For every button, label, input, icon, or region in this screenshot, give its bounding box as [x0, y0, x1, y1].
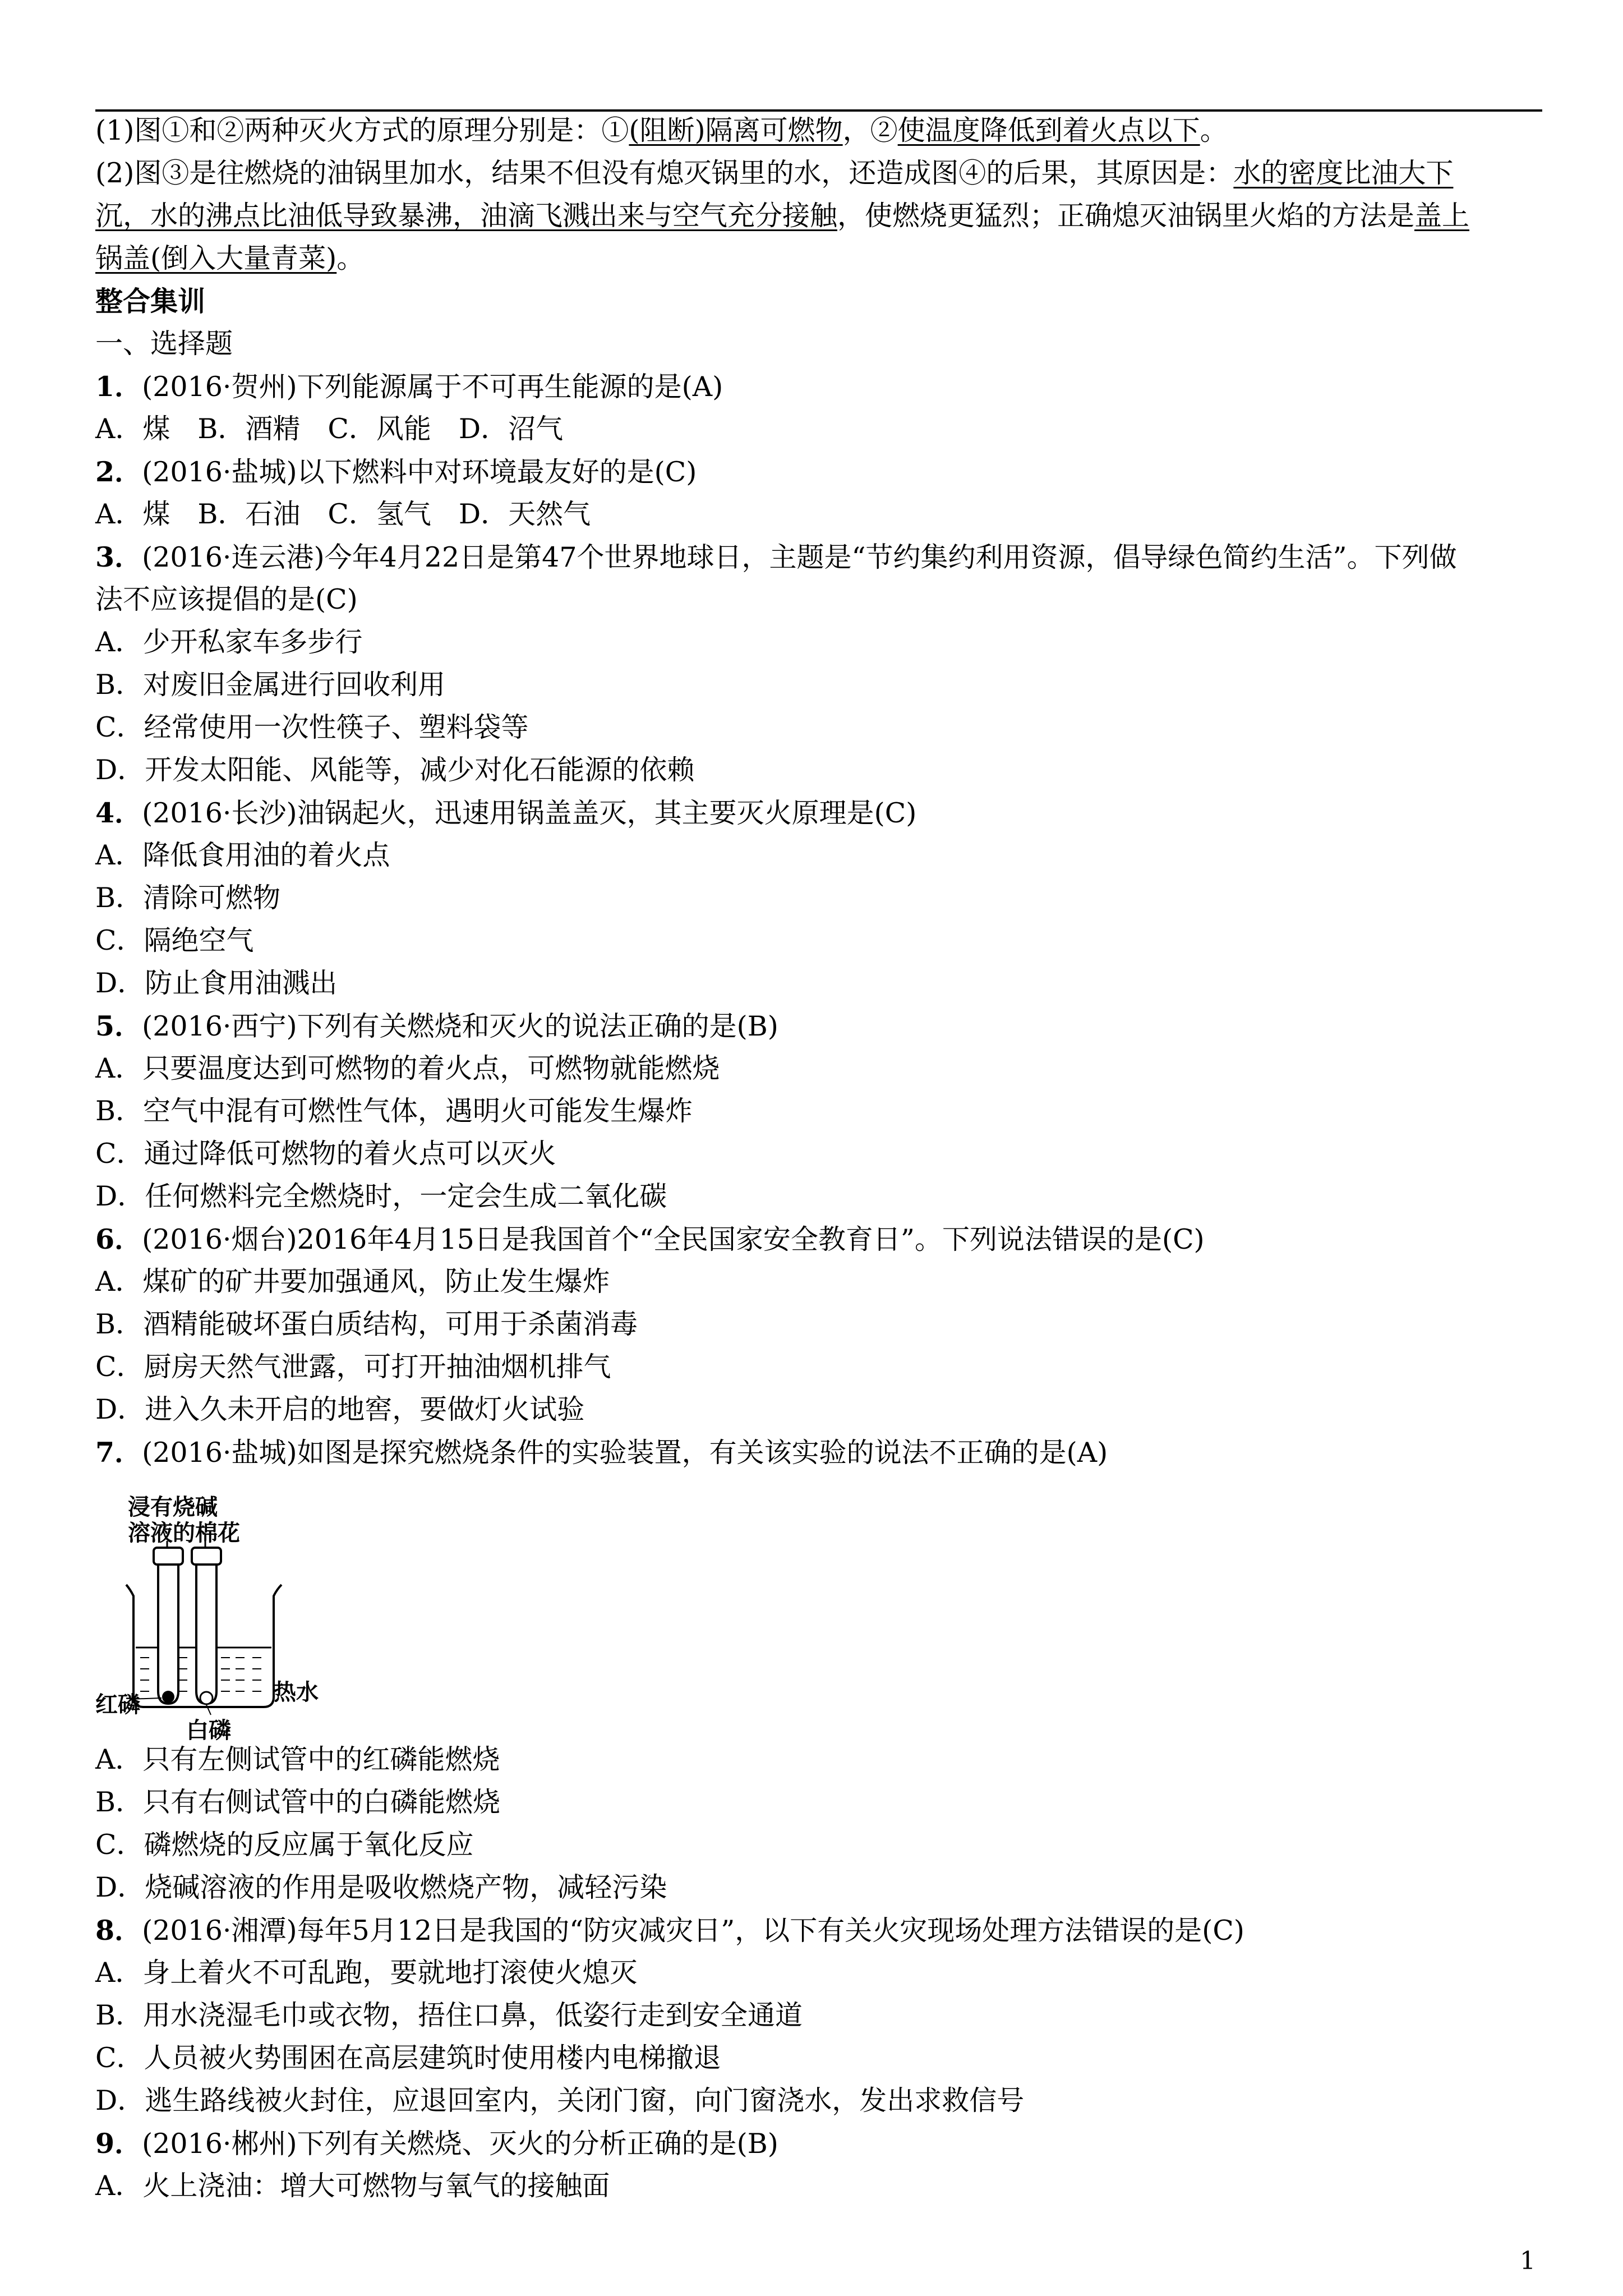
- answer-underline: 盖上: [1414, 200, 1470, 232]
- top-rule: [95, 109, 1542, 112]
- question-8-option: D．逃生路线被火封住，应退回室内，关闭门窗，向门窗浇水，发出求救信号: [95, 2085, 1025, 2116]
- question-7-stem: 7．(2016·盐城)如图是探究燃烧条件的实验装置，有关该实验的说法不正确的是(A): [95, 1436, 1108, 1469]
- figure-label-cotton-2: 溶液的棉花: [128, 1520, 240, 1546]
- question-3-stem-cont: 法不应该提倡的是(C): [95, 583, 358, 615]
- answer-underline: 水的密度比油大下: [1233, 157, 1454, 189]
- question-8-option: C．人员被火势围困在高层建筑时使用楼内电梯撤退: [95, 2042, 721, 2074]
- question-6-option: D．进入久未开启的地窖，要做灯火试验: [95, 1393, 585, 1425]
- subsection-title: 一、选择题: [95, 328, 233, 360]
- question-3-option: B．对废旧金属进行回收利用: [95, 669, 446, 701]
- question-5-option: B．空气中混有可燃性气体，遇明火可能发生爆炸: [95, 1095, 693, 1127]
- answer-underline: 锅盖(倒入大量青菜): [95, 242, 337, 274]
- question-2-stem: 2．(2016·盐城)以下燃料中对环境最友好的是(C): [95, 455, 697, 488]
- question-1-stem: 1．(2016·贺州)下列能源属于不可再生能源的是(A): [95, 370, 723, 403]
- question-8-stem: 8．(2016·湘潭)每年5月12日是我国的“防灾减灾日”，以下有关火灾现场处理方法错误的是(C): [95, 1914, 1244, 1947]
- question-5-option: D．任何燃料完全燃烧时，一定会生成二氧化碳: [95, 1180, 667, 1212]
- question-3-stem: 3．(2016·连云港)今年4月22日是第47个世界地球日，主题是“节约集约利用资源，倡导绿色简约生活”。下列做: [95, 541, 1457, 573]
- question-6-option: B．酒精能破坏蛋白质结构，可用于杀菌消毒: [95, 1308, 638, 1340]
- figure-label-red-phosphorus: 红磷: [95, 1692, 140, 1718]
- intro-line-4: 锅盖(倒入大量青菜)。: [95, 242, 365, 274]
- question-7-option: A．只有左侧试管中的红磷能燃烧: [95, 1743, 500, 1775]
- question-8-option: B．用水浇湿毛巾或衣物，捂住口鼻，低姿行走到安全通道: [95, 1999, 803, 2031]
- question-4-option: D．防止食用油溅出: [95, 967, 338, 999]
- question-7-option: C．磷燃烧的反应属于氧化反应: [95, 1829, 474, 1861]
- question-4-option: C．隔绝空气: [95, 924, 254, 956]
- question-9-stem: 9．(2016·郴州)下列有关燃烧、灭火的分析正确的是(B): [95, 2127, 778, 2160]
- question-3-option: A．少开私家车多步行: [95, 626, 363, 658]
- question-6-stem: 6．(2016·烟台)2016年4月15日是我国首个“全民国家安全教育日”。下列说法错误的是(C): [95, 1223, 1205, 1255]
- question-8-option: A．身上着火不可乱跑，要就地打滚使火熄灭: [95, 1957, 638, 1989]
- combustion-apparatus-figure: [95, 1489, 320, 1743]
- question-3-option: C．经常使用一次性筷子、塑料袋等: [95, 711, 529, 743]
- question-7-option: D．烧碱溶液的作用是吸收燃烧产物，减轻污染: [95, 1871, 667, 1903]
- question-5-stem: 5．(2016·西宁)下列有关燃烧和灭火的说法正确的是(B): [95, 1010, 778, 1042]
- intro-line-1: (1)图①和②两种灭火方式的原理分别是：①(阻断)隔离可燃物，②使温度降低到着火点以下。: [95, 114, 1228, 146]
- page-number: 1: [1520, 2247, 1536, 2275]
- question-1-options: A．煤 B．酒精 C．风能 D．沼气: [95, 413, 564, 445]
- question-4-stem: 4．(2016·长沙)油锅起火，迅速用锅盖盖灭，其主要灭火原理是(C): [95, 797, 917, 829]
- question-6-option: A．煤矿的矿井要加强通风，防止发生爆炸: [95, 1266, 610, 1297]
- question-4-option: B．清除可燃物: [95, 882, 281, 914]
- question-6-option: C．厨房天然气泄露，可打开抽油烟机排气: [95, 1351, 611, 1383]
- question-5-option: A．只要温度达到可燃物的着火点，可燃物就能燃烧: [95, 1052, 720, 1084]
- answer-underline: 使温度降低到着火点以下: [897, 114, 1200, 146]
- question-7-option: B．只有右侧试管中的白磷能燃烧: [95, 1786, 501, 1818]
- figure-label-white-phosphorus: 白磷: [186, 1718, 231, 1743]
- section-title: 整合集训: [95, 285, 206, 318]
- question-3-option: D．开发太阳能、风能等，减少对化石能源的依赖: [95, 754, 695, 786]
- intro-line-3: 沉，水的沸点比油低导致暴沸，油滴飞溅出来与空气充分接触，使燃烧更猛烈；正确熄灭油锅里火焰的方法是盖上: [95, 200, 1470, 232]
- answer-underline: (阻断)隔离可燃物: [629, 114, 843, 146]
- question-5-option: C．通过降低可燃物的着火点可以灭火: [95, 1138, 556, 1170]
- figure-label-cotton-1: 浸有烧碱: [128, 1494, 218, 1520]
- figure-label-hot-water: 热水: [274, 1680, 319, 1705]
- question-9-option: A．火上浇油：增大可燃物与氧气的接触面: [95, 2170, 610, 2202]
- question-4-option: A．降低食用油的着火点: [95, 839, 390, 871]
- intro-line-2: (2)图③是往燃烧的油锅里加水，结果不但没有熄灭锅里的水，还造成图④的后果，其原因是：水的密度比油大下: [95, 157, 1454, 189]
- answer-underline: 沉，水的沸点比油低导致暴沸，油滴飞溅出来与空气充分接触: [95, 200, 838, 232]
- question-2-options: A．煤 B．石油 C．氢气 D．天然气: [95, 498, 591, 530]
